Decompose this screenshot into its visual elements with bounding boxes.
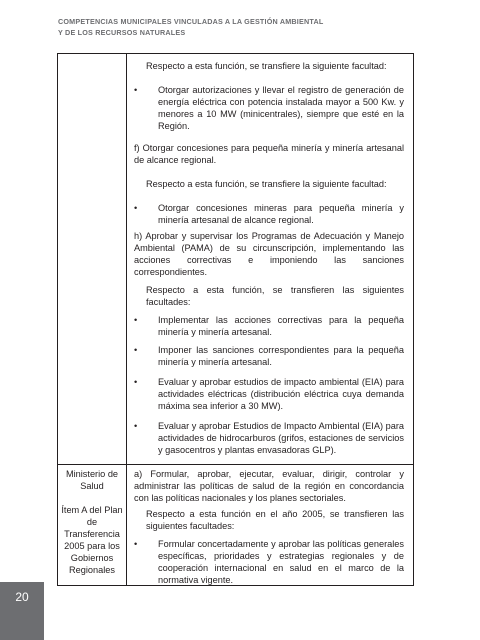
row1-intro-2: Respecto a esta función, se transfiere la siguiente facultad: <box>146 179 387 189</box>
page-number: 20 <box>15 590 29 604</box>
header-line-2: Y DE LOS RECURSOS NATURALES <box>58 28 186 37</box>
row-divider <box>58 464 413 465</box>
row1-bullet-5: • Evaluar y aprobar estudios de impacto ambiental (EIA) para actividades eléctricas (distribución eléctrica cuya demanda máxima sea inferior a 30 MW). <box>134 377 404 411</box>
row1-bullet-4: • Imponer las sanciones correspondientes para la pequeña minería y minería artesanal. <box>134 345 404 367</box>
row1-intro-3: Respecto a esta función, se transfieren las siguientes facultades: <box>146 285 404 307</box>
row1-bullet-3: • Implementar las acciones correctivas para la pequeña minería y minería artesanal. <box>134 315 404 337</box>
row1-function-h: h) Aprobar y supervisar los Programas de Adecuación y Manejo Ambiental (PAMA) de su circunscripción, implementando las acciones correctivas e imponiendo las sanciones correspondientes. <box>134 231 404 277</box>
bullet-icon: • <box>134 421 138 431</box>
row1-bullet-1: • Otorgar autorizaciones y llevar el registro de generación de energía eléctrica con potencia instalada mayor a 500 Kw. y menores a 10 MW (minicentrales), siempre que esté en la Región. <box>134 85 404 131</box>
column-divider <box>126 54 127 585</box>
row2-function-a: a) Formular, aprobar, ejecutar, evaluar, dirigir, controlar y administrar las políticas de salud de la región en concordancia con las políticas nacionales y los planes sectoriales. <box>134 469 404 503</box>
bullet-icon: • <box>134 203 138 213</box>
bullet-icon: • <box>134 85 138 95</box>
competencies-table <box>57 53 414 586</box>
row1-intro-1: Respecto a esta función, se transfiere la siguiente facultad: <box>146 61 387 71</box>
row1-bullet-2: • Otorgar concesiones mineras para pequeña minería y minería artesanal de alcance regional. <box>134 203 404 225</box>
row1-bullet-6: • Evaluar y aprobar Estudios de Impacto Ambiental (EIA) para actividades de hidrocarburos (grifos, estaciones de servicios y gasocentros y plantas envasadoras GLP). <box>134 421 404 455</box>
bullet-icon: • <box>134 377 138 387</box>
row2-left-cell <box>58 468 126 576</box>
bullet-icon: • <box>134 315 138 325</box>
plan-reference: Ítem A del Plan de Transferencia 2005 para los Gobiernos Regionales <box>61 505 123 575</box>
row1-function-f: f) Otorgar concesiones para pequeña minería y minería artesanal de alcance regional. <box>134 143 404 165</box>
bullet-icon: • <box>134 345 138 355</box>
running-header <box>58 16 323 38</box>
bullet-icon: • <box>134 539 138 549</box>
row2-bullet-1: • Formular concertadamente y aprobar las políticas generales específicas, prioridades y estrategias regionales y de cooperación internacional en salud en el marco de la normativa vigente. <box>134 539 404 585</box>
header-line-1: COMPETENCIAS MUNICIPALES VINCULADAS A LA GESTIÓN AMBIENTAL <box>58 17 324 26</box>
row2-intro: Respecto a esta función en el año 2005, se transfieren las siguientes facultades: <box>146 509 404 531</box>
entity-name: Ministerio de Salud <box>65 469 119 491</box>
